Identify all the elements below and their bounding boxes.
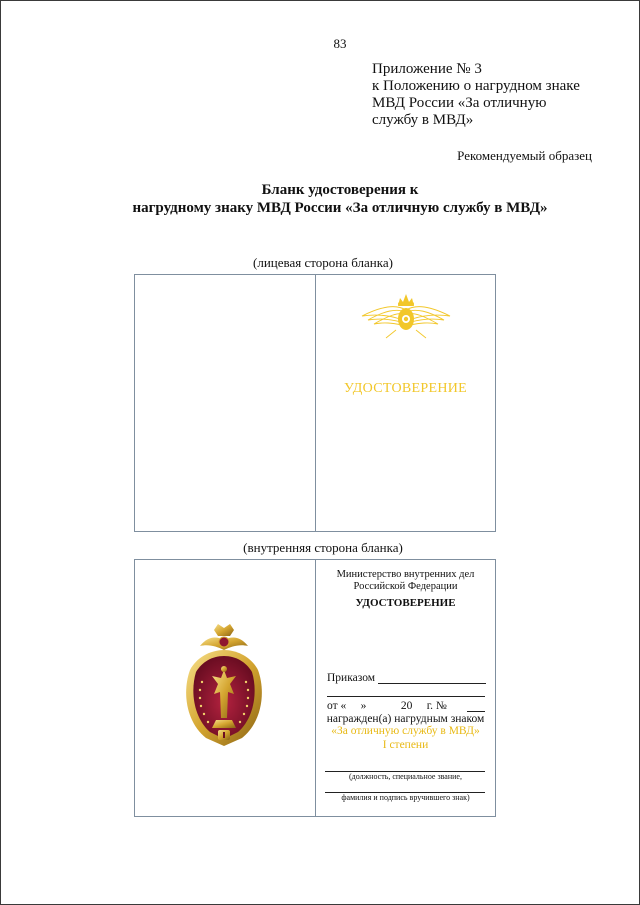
front-left-panel [134,274,316,532]
ministry-line-2: Российской Федерации [353,581,458,592]
ministry-line-1: Министерство внутренних дел [336,569,475,580]
front-heading: УДОСТОВЕРЕНИЕ [343,381,468,396]
page-number: 83 [333,36,347,51]
appendix-note [372,61,580,129]
appendix-line: Приложение № 3 [372,61,482,77]
order-fill-line [378,683,486,684]
appendix-line: службу в МВД» [372,112,474,128]
date-row: от « » 20 г. № [327,700,447,712]
badge-image-icon [180,622,268,750]
badge-name: «За отличную службу в МВД» [331,725,480,737]
document-title [0,181,640,217]
order-row [327,672,486,684]
appendix-line: МВД России «За отличную [372,95,547,111]
mvd-eagle-emblem-icon [356,290,456,340]
appendix-line: к Положению о нагрудном знаке [372,78,580,94]
awarded-text: награжден(а) нагрудным знаком [326,713,485,725]
title-line-1: Бланк удостоверения к [261,182,419,198]
number-fill-line [467,711,485,712]
surname-caption: фамилия и подпись вручившего знак) [341,793,470,802]
title-line-2: нагрудному знаку МВД России «За отличную службу в МВД» [132,200,548,216]
inner-side-caption: (внутренняя сторона бланка) [243,540,403,555]
sample-label: Рекомендуемый образец [457,148,592,163]
badge-degree: I степени [382,739,429,751]
front-side-caption: (лицевая сторона бланка) [253,255,393,270]
order-label: Приказом [327,672,376,684]
order-second-line [327,696,485,697]
inner-heading: УДОСТОВЕРЕНИЕ [355,597,456,609]
position-caption: (должность, специальное звание, [349,772,462,781]
ministry-name [315,569,496,593]
